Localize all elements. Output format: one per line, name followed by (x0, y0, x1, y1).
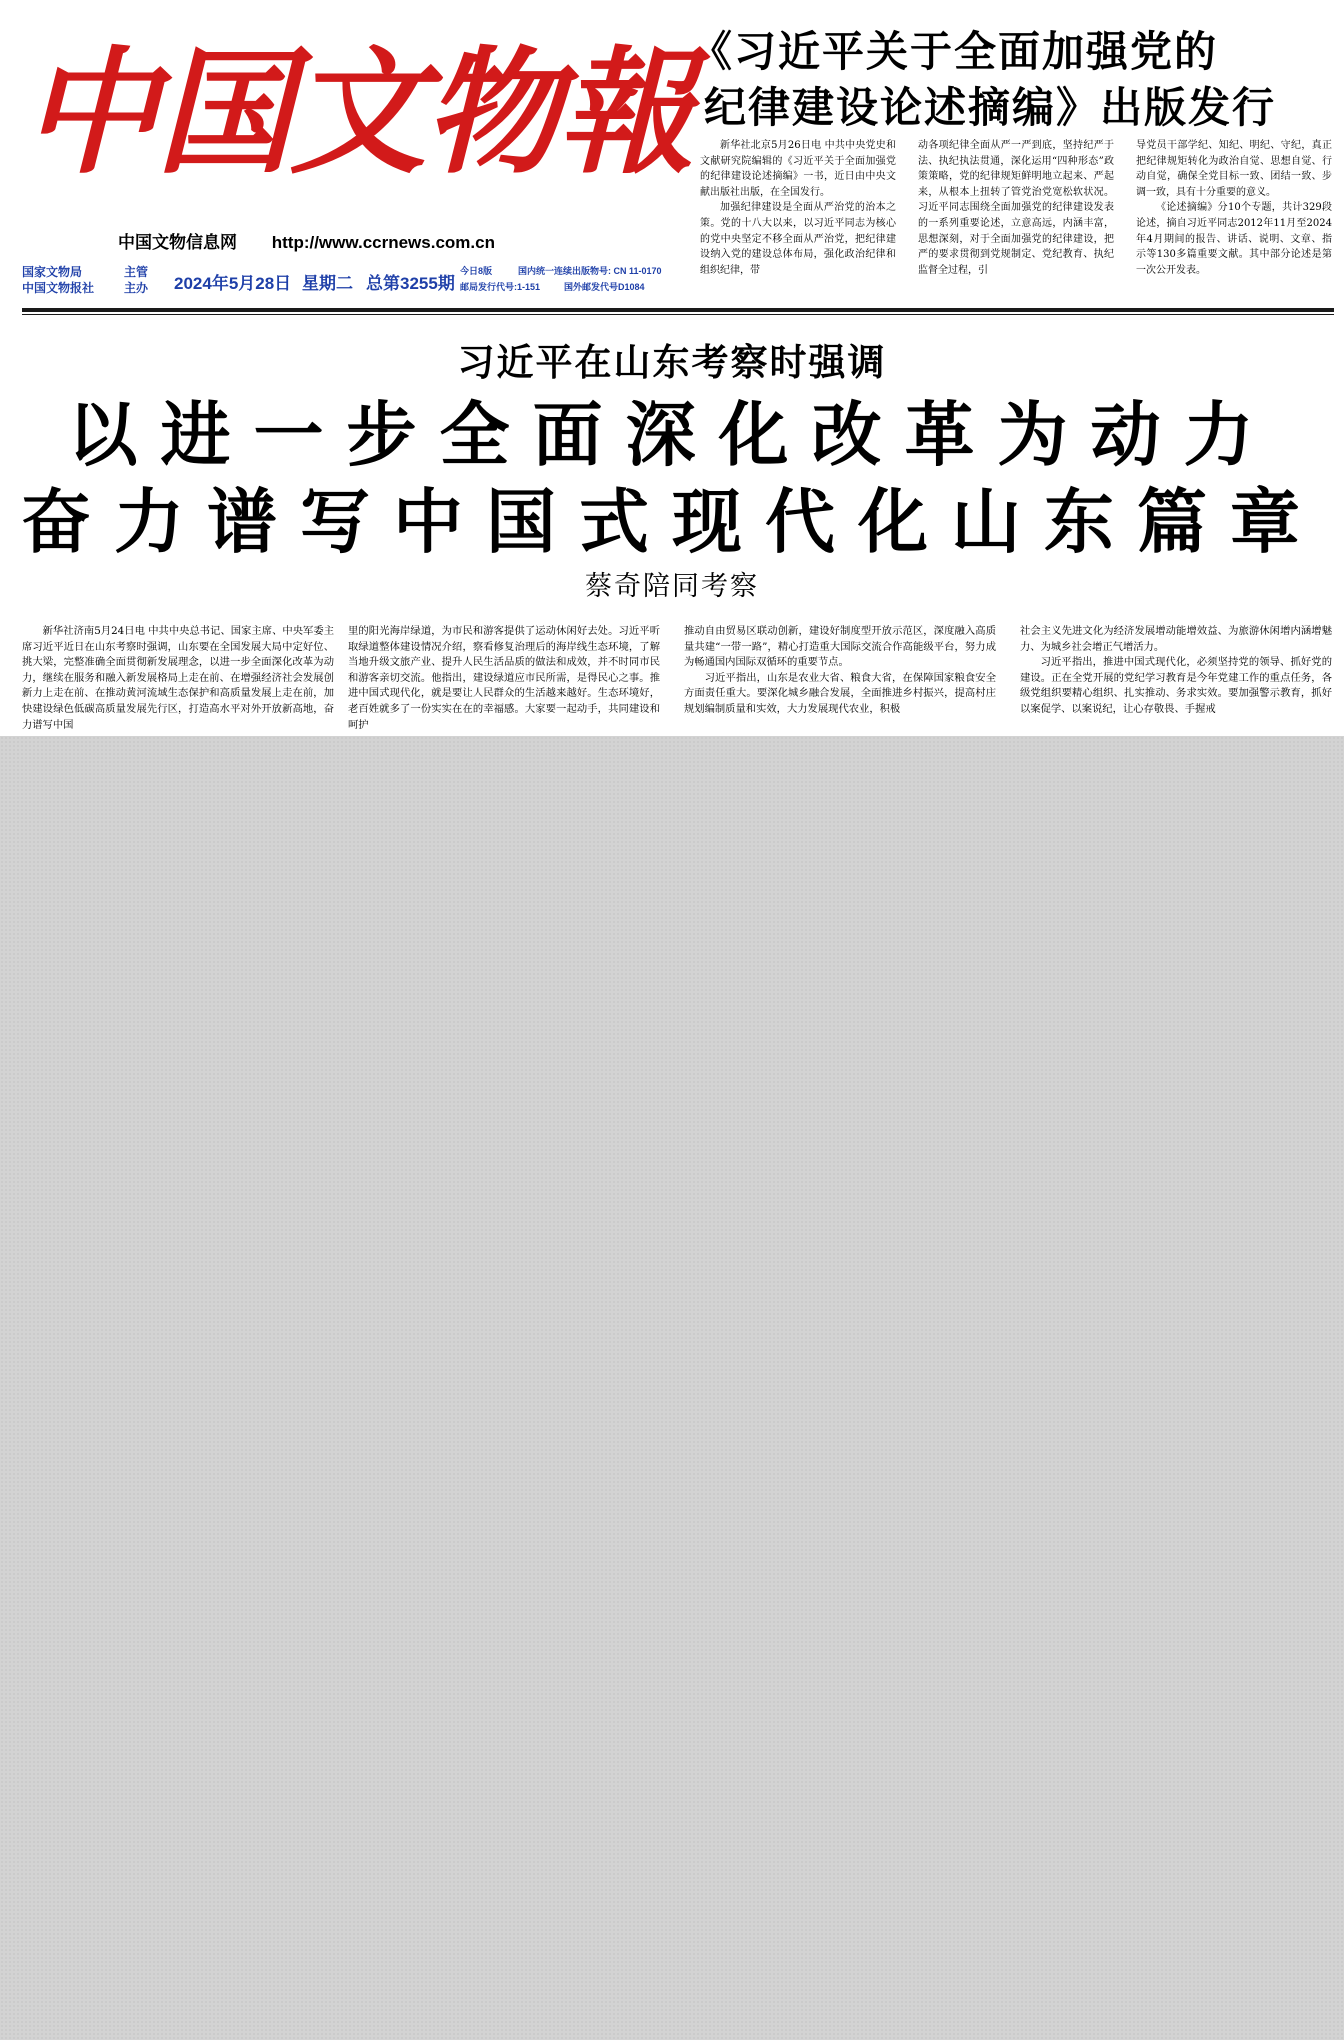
feature-paragraph: 导党员干部学纪、知纪、明纪、守纪，真正把纪律规矩转化为政治自觉、思想自觉、行动自觉，确保全党目标一致、团结一致、步调一致，具有十分重要的意义。 (1136, 140, 1332, 198)
lead-column-1 (22, 624, 334, 736)
issue-number: 总第3255期 (366, 274, 455, 293)
lead-column-2 (348, 624, 660, 736)
feature-column-3 (1136, 138, 1332, 296)
feature-headline (690, 24, 1340, 136)
site-url[interactable]: http://www.ccrnews.com.cn (271, 233, 495, 252)
lead-paragraph: 习近平指出，山东是农业大省、粮食大省，在保障国家粮食安全方面责任重大。要深化城乡融合发展，全面推进乡村振兴，提高村庄规划编制质量和实效，大力发展现代农业，积极 (684, 671, 996, 715)
issue-date: 2024年5月28日 (174, 274, 292, 293)
issue-weekday: 星期二 (302, 274, 353, 293)
domestic-publication-code: 国内统一连续出版物号: CN 11-0170 (518, 266, 662, 276)
feature-paragraph: 新华社北京5月26日电 中共中央党史和文献研究院编辑的《习近平关于全面加强党的纪律建设论述摘编》一书，近日由中央文献出版社出版，在全国发行。 (700, 140, 896, 198)
section-divider-thin (22, 314, 1334, 315)
lead-paragraph: 习近平指出，推进中国式现代化，必须坚持党的领导、抓好党的建设。正在全党开展的党纪学习教育是今年党建工作的重点任务，各级党组织要精心组织、扎实推动、务求实效。要加强警示教育，抓好以案促学、以案说纪，让心存敬畏、手握戒 (1020, 656, 1332, 715)
org-name-1: 国家文物局 (22, 265, 83, 279)
postal-code: 邮局发行代号:1-151 (460, 282, 541, 292)
obscured-content-area (0, 736, 1344, 2040)
feature-column-2 (918, 138, 1114, 296)
site-name: 中国文物信息网 (118, 233, 237, 252)
site-info (118, 228, 548, 250)
lead-paragraph: 里的阳光海岸绿道，为市民和游客提供了运动休闲好去处。习近平听取绿道整体建设情况介绍，察看修复治理后的海岸线生态环境，了解当地升级文旅产业、提升人民生活品质的做法和成效，并不时同市民和游客亲切交流。他指出，建设绿道应市民所需，是得民心之事。推进中国式现代化，就是要让人民群众的生活越来越好。生态环境好，老百姓就多了一份实实在在的幸福感。大家要一起动手，共同建设和呵护 (348, 625, 660, 731)
org-role-1: 主管 (124, 265, 149, 279)
feature-paragraph: 《论述摘编》分10个专题，共计329段论述，摘自习近平同志2012年11月至2024年4月期间的报告、讲话、说明、文章、指示等130多篇重要文献。其中部分论述是第一次公开发表。 (1136, 202, 1332, 276)
feature-paragraph: 加强纪律建设是全面从严治党的治本之策。党的十八大以来，以习近平同志为核心的党中央坚定不移全面从严治党，把纪律建设纳入党的建设总体布局，强化政治纪律和组织纪律，带 (700, 202, 896, 276)
feature-paragraph: 动各项纪律全面从严一严到底，坚持纪严于法、执纪执法贯通，深化运用“四种形态”政策策略，党的纪律规矩鲜明地立起来、严起来，从根本上扭转了管党治党宽松软状况。习近平同志围绕全面加强党的纪律建设发表的一系列重要论述，立意高远，内涵丰富，思想深刻，对于全面加强党的纪律建设，把严的要求贯彻到党规制定、党纪教育、执纪监督全过程，引 (918, 140, 1114, 276)
org-name-2: 中国文物报社 (22, 281, 95, 295)
overseas-postal-code: 国外邮发代号D1084 (564, 282, 645, 292)
feature-title-line-2: 纪律建设论述摘编》出版发行 (704, 83, 1277, 132)
section-divider (22, 308, 1334, 312)
lead-column-4 (1020, 624, 1332, 736)
lead-column-3 (684, 624, 996, 736)
issue-info-bar (22, 264, 662, 298)
org-role-2: 主办 (124, 281, 149, 295)
lead-subhead: 蔡奇陪同考察 (585, 571, 759, 602)
feature-title-line-1: 《习近平关于全面加强党的 (690, 27, 1219, 76)
page-count: 今日8版 (460, 266, 493, 276)
lead-paragraph: 推动自由贸易区联动创新，建设好制度型开放示范区，深度融入高质量共建“一带一路”，精心打造重大国际交流合作高能级平台，努力成为畅通国内国际双循环的重要节点。 (684, 625, 996, 669)
lead-headline-line-2: 奋力谱写中国式现代化山东篇章 (21, 481, 1323, 563)
feature-column-1 (700, 138, 896, 296)
lead-kicker: 习近平在山东考察时强调 (457, 341, 887, 384)
lead-paragraph: 社会主义先进文化为经济发展增动能增效益、为旅游休闲增内涵增魅力、为城乡社会增正气增活力。 (1020, 625, 1332, 653)
masthead-logo: 中国文物報 (22, 33, 692, 193)
lead-paragraph: 新华社济南5月24日电 中共中央总书记、国家主席、中央军委主席习近平近日在山东考察时强调，山东要在全国发展大局中定好位、挑大梁，完整准确全面贯彻新发展理念，以进一步全面深化改革为动力，继续在服务和融入新发展格局上走在前、在增强经济社会发展创新力上走在前、在推动黄河流域生态保护和高质量发展上走在前，加快建设绿色低碳高质量发展先行区，打造高水平对外开放新高地，奋力谱写中国 (22, 625, 334, 731)
lead-headline-line-1: 以进一步全面深化改革为动力 (67, 394, 1277, 476)
